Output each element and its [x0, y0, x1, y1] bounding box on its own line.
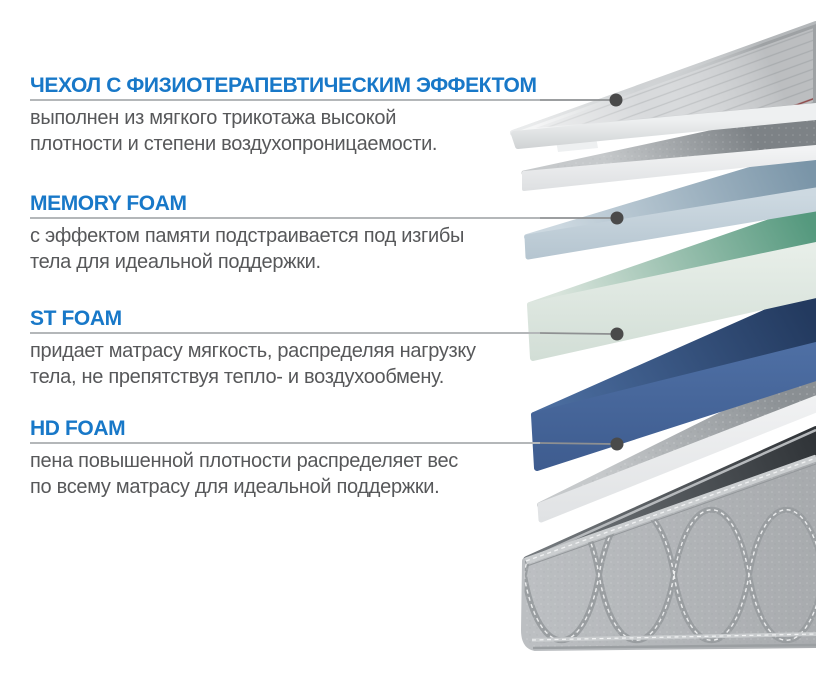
layer-label-cover: [30, 74, 550, 157]
description-line: по всему матрасу для идеальной поддержки.: [30, 476, 440, 498]
description-line: пена повышенной плотности распределяет вес: [30, 450, 458, 472]
description-line: придает матрасу мягкость, распределяя нагрузку: [30, 340, 476, 362]
connector-dot: [611, 438, 624, 451]
connector-dot: [611, 212, 624, 225]
layer-description: [30, 105, 550, 157]
connector-dot: [610, 94, 623, 107]
description-line: с эффектом памяти подстраивается под изгибы: [30, 225, 465, 247]
layer-label-st-foam: [30, 307, 550, 390]
layer-label-memory-foam: [30, 192, 550, 275]
layer-description: [30, 448, 550, 500]
layer-title: HD FOAM: [30, 417, 126, 440]
layer-title: ЧЕХОЛ С ФИЗИОТЕРАПЕВТИЧЕСКИМ ЭФФЕКТОМ: [30, 74, 537, 97]
layer-description: [30, 223, 550, 275]
description-line: плотности и степени воздухопроницаемости.: [30, 133, 438, 155]
connector-dot: [611, 328, 624, 341]
layer-description: [30, 338, 550, 390]
layer-label-hd-foam: [30, 417, 550, 500]
description-line: тела для идеальной поддержки.: [30, 251, 321, 273]
layer-title: MEMORY FOAM: [30, 192, 187, 215]
description-line: тела, не препятствуя тепло- и воздухообмену.: [30, 366, 445, 388]
layer-title: ST FOAM: [30, 307, 122, 330]
description-line: выполнен из мягкого трикотажа высокой: [30, 107, 397, 129]
